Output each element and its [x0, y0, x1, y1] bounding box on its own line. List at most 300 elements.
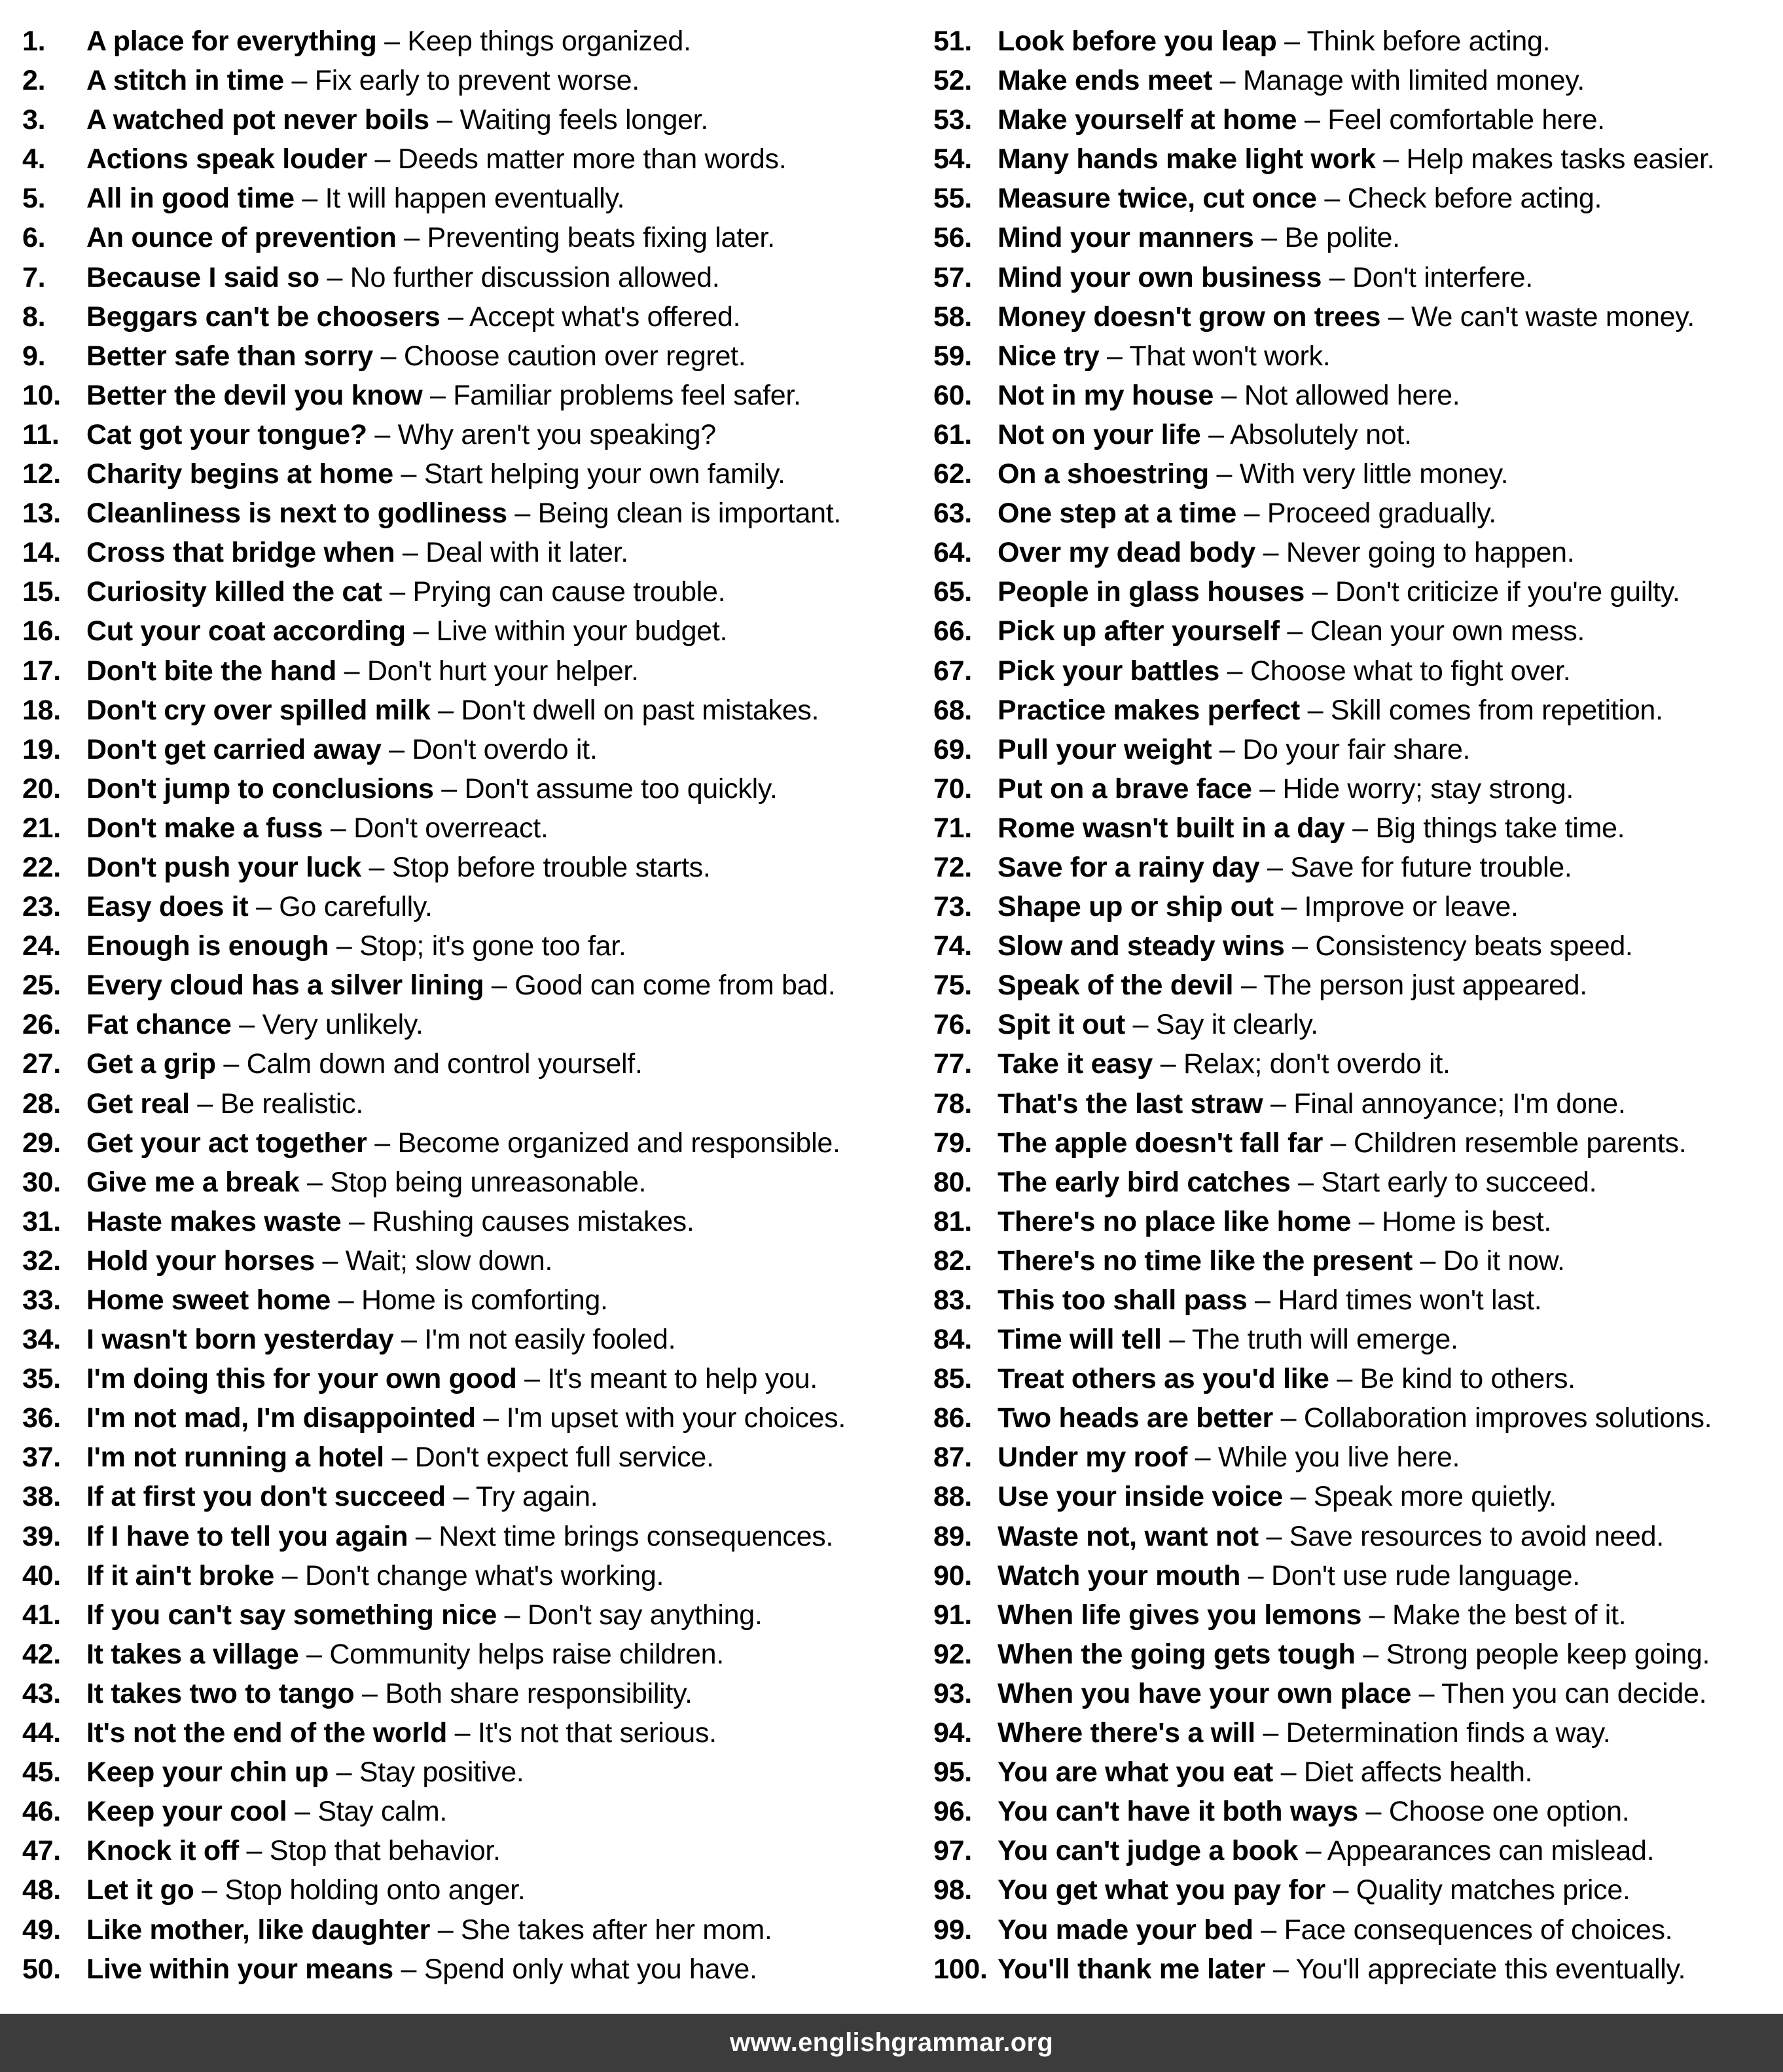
item-meaning: Speak more quietly.: [1313, 1481, 1557, 1513]
item-text: [86, 455, 785, 493]
item-text: [998, 455, 1508, 493]
item-separator: –: [329, 1756, 359, 1789]
list-item: [22, 140, 912, 179]
item-number: 56.: [933, 222, 972, 254]
item-separator: –: [440, 300, 469, 333]
item-phrase: Make yourself at home: [998, 104, 1297, 136]
item-text: [86, 888, 433, 926]
item-meaning: Home is comforting.: [361, 1284, 608, 1316]
item-text: [86, 652, 639, 690]
item-phrase: I'm not running a hotel: [86, 1442, 384, 1474]
item-number: 38.: [22, 1481, 61, 1513]
item-meaning: Keep things organized.: [407, 26, 691, 57]
list-item: [933, 1399, 1778, 1438]
item-separator: –: [287, 1796, 318, 1828]
item-separator: –: [382, 576, 413, 608]
list-item: [22, 1596, 912, 1635]
item-text: [86, 534, 628, 572]
item-meaning: Prying can cause trouble.: [412, 576, 726, 608]
item-number: 21.: [22, 812, 61, 844]
item-meaning: Next time brings consequences.: [439, 1520, 834, 1552]
item-meaning: Help makes tasks easier.: [1406, 143, 1715, 175]
item-number: 71.: [933, 812, 972, 844]
item-meaning: Stay positive.: [359, 1756, 524, 1789]
item-number: 51.: [933, 26, 972, 57]
item-phrase: There's no place like home: [998, 1205, 1352, 1237]
list-item: [22, 731, 912, 770]
item-number: 3.: [22, 104, 46, 136]
item-number: 61.: [933, 418, 972, 450]
item-phrase: Give me a break: [86, 1166, 300, 1198]
item-phrase: The apple doesn't fall far: [998, 1127, 1324, 1159]
item-number: 59.: [933, 340, 972, 372]
item-separator: –: [1380, 300, 1412, 333]
item-separator: –: [1212, 733, 1243, 765]
list-item: [933, 612, 1778, 651]
item-meaning: The person just appeared.: [1263, 970, 1587, 1002]
item-meaning: Proceed gradually.: [1267, 498, 1496, 530]
item-separator: –: [408, 1520, 439, 1552]
item-text: [998, 1124, 1686, 1162]
item-text: [86, 848, 711, 886]
list-item: [22, 1478, 912, 1517]
item-meaning: Relax; don't overdo it.: [1183, 1048, 1450, 1080]
list-item: [22, 809, 912, 848]
item-meaning: Very unlikely.: [262, 1009, 423, 1041]
item-separator: –: [231, 1009, 262, 1041]
item-number: 78.: [933, 1087, 972, 1119]
list-item: [933, 809, 1778, 848]
item-phrase: Enough is enough: [86, 930, 329, 962]
item-phrase: Money doesn't grow on trees: [998, 300, 1381, 333]
item-text: [86, 298, 740, 336]
item-meaning: Check before acting.: [1347, 183, 1602, 215]
list-item: [22, 1714, 912, 1753]
item-text: [998, 612, 1585, 650]
list-item: [22, 376, 912, 416]
list-item: [933, 1557, 1778, 1596]
item-separator: –: [314, 1245, 346, 1277]
item-phrase: If it ain't broke: [86, 1559, 275, 1591]
list-item: [933, 298, 1778, 337]
item-number: 22.: [22, 851, 61, 883]
item-phrase: Don't get carried away: [86, 733, 382, 765]
item-meaning: It will happen eventually.: [325, 183, 625, 215]
item-meaning: Do your fair share.: [1242, 733, 1471, 765]
item-phrase: Save for a rainy day: [998, 851, 1260, 883]
list-item: [22, 1045, 912, 1084]
item-text: [998, 1635, 1710, 1673]
item-separator: –: [298, 1638, 330, 1670]
item-meaning: I'm upset with your choices.: [506, 1402, 846, 1434]
list-item: [933, 22, 1778, 62]
phrase-column-left: [22, 22, 912, 1990]
item-separator: –: [367, 418, 398, 450]
item-text: [86, 1675, 693, 1713]
item-separator: –: [274, 1559, 305, 1591]
item-meaning: Stop; it's gone too far.: [359, 930, 626, 962]
item-meaning: Become organized and responsible.: [397, 1127, 840, 1159]
item-meaning: She takes after her mom.: [460, 1914, 772, 1946]
item-number: 23.: [22, 891, 61, 923]
item-phrase: There's no time like the present: [998, 1245, 1413, 1277]
item-text: [998, 1281, 1541, 1319]
item-meaning: With very little money.: [1239, 458, 1509, 490]
item-number: 64.: [933, 537, 972, 569]
list-item: [22, 1635, 912, 1675]
list-item: [933, 416, 1778, 455]
item-text: [998, 1163, 1596, 1201]
item-text: [998, 534, 1574, 572]
item-phrase: Mind your own business: [998, 261, 1322, 293]
item-number: 69.: [933, 733, 972, 765]
list-item: [933, 1635, 1778, 1675]
item-number: 30.: [22, 1166, 61, 1198]
item-separator: –: [395, 537, 426, 569]
item-number: 42.: [22, 1638, 61, 1670]
item-meaning: Don't assume too quickly.: [464, 772, 778, 805]
list-item: [933, 848, 1778, 888]
item-phrase: All in good time: [86, 183, 295, 215]
list-item: [933, 1478, 1778, 1517]
item-number: 14.: [22, 537, 61, 569]
item-meaning: Both share responsibility.: [385, 1677, 693, 1709]
item-phrase: Haste makes waste: [86, 1205, 342, 1237]
item-phrase: Watch your mouth: [998, 1559, 1241, 1591]
item-separator: –: [430, 694, 461, 726]
item-meaning: Spend only what you have.: [423, 1953, 757, 1985]
item-separator: –: [405, 615, 437, 647]
item-text: [998, 22, 1550, 60]
item-phrase: Waste not, want not: [998, 1520, 1259, 1552]
item-number: 36.: [22, 1402, 61, 1434]
item-phrase: Hold your horses: [86, 1245, 315, 1277]
list-item: [22, 927, 912, 966]
item-number: 9.: [22, 340, 46, 372]
list-item: [933, 1085, 1778, 1124]
item-meaning: Choose what to fight over.: [1250, 655, 1571, 687]
item-separator: –: [446, 1717, 478, 1749]
item-text: [86, 1753, 524, 1791]
list-item: [933, 1281, 1778, 1320]
item-number: 4.: [22, 143, 46, 175]
item-phrase: Take it easy: [998, 1048, 1153, 1080]
list-item: [22, 494, 912, 534]
item-meaning: Don't say anything.: [527, 1599, 763, 1631]
item-meaning: Final annoyance; I'm done.: [1293, 1087, 1626, 1119]
item-text: [998, 494, 1496, 532]
item-number: 33.: [22, 1284, 61, 1316]
item-text: [998, 1518, 1664, 1555]
item-number: 7.: [22, 261, 46, 293]
item-text: [86, 1360, 818, 1398]
item-meaning: Hard times won't last.: [1278, 1284, 1542, 1316]
item-meaning: You'll appreciate this eventually.: [1295, 1953, 1686, 1985]
item-text: [998, 1085, 1625, 1123]
list-item: [22, 1753, 912, 1792]
item-phrase: Easy does it: [86, 891, 249, 923]
item-text: [86, 573, 725, 611]
item-separator: –: [238, 1835, 270, 1867]
item-number: 96.: [933, 1796, 972, 1828]
item-text: [86, 1635, 724, 1673]
list-item: [933, 1124, 1778, 1163]
item-text: [998, 731, 1470, 769]
item-meaning: Improve or leave.: [1304, 891, 1519, 923]
item-separator: –: [1219, 655, 1250, 687]
item-meaning: Why aren't you speaking?: [397, 418, 716, 450]
item-number: 70.: [933, 772, 972, 805]
item-meaning: It's meant to help you.: [547, 1363, 818, 1395]
list-item: [933, 1518, 1778, 1557]
item-separator: –: [1298, 1835, 1327, 1867]
item-meaning: Try again.: [475, 1481, 598, 1513]
list-item: [933, 1675, 1778, 1714]
list-item: [933, 376, 1778, 416]
list-item: [933, 1242, 1778, 1281]
item-meaning: Wait; slow down.: [345, 1245, 552, 1277]
item-text: [998, 1753, 1532, 1791]
item-separator: –: [189, 1087, 221, 1119]
item-phrase: Don't jump to conclusions: [86, 772, 434, 805]
item-separator: –: [1273, 891, 1305, 923]
item-number: 92.: [933, 1638, 972, 1670]
item-text: [998, 337, 1330, 375]
item-phrase: Make ends meet: [998, 65, 1213, 97]
list-item: [22, 455, 912, 494]
item-separator: –: [1299, 694, 1331, 726]
list-item: [22, 1320, 912, 1360]
list-item: [22, 22, 912, 62]
item-meaning: Big things take time.: [1375, 812, 1625, 844]
item-text: [86, 1950, 757, 1988]
item-number: 19.: [22, 733, 61, 765]
item-text: [998, 1006, 1318, 1044]
item-text: [86, 1792, 447, 1830]
item-number: 54.: [933, 143, 972, 175]
item-number: 86.: [933, 1402, 972, 1434]
item-meaning: Being clean is important.: [537, 498, 842, 530]
item-separator: –: [354, 1677, 386, 1709]
item-text: [86, 1163, 646, 1201]
item-number: 53.: [933, 104, 972, 136]
item-separator: –: [1265, 1953, 1296, 1985]
item-number: 16.: [22, 615, 61, 647]
list-item: [22, 1557, 912, 1596]
item-separator: –: [248, 891, 279, 923]
item-text: [998, 652, 1570, 690]
item-separator: –: [372, 340, 404, 372]
item-number: 80.: [933, 1166, 972, 1198]
footer-bar: [0, 2014, 1783, 2072]
item-separator: –: [1187, 1442, 1218, 1474]
item-phrase: A place for everything: [86, 26, 377, 57]
item-separator: –: [1290, 1166, 1322, 1198]
item-meaning: Live within your budget.: [436, 615, 728, 647]
item-number: 74.: [933, 930, 972, 962]
item-number: 26.: [22, 1009, 61, 1041]
item-meaning: Face consequences of choices.: [1284, 1914, 1673, 1946]
item-text: [998, 1320, 1458, 1358]
item-phrase: Measure twice, cut once: [998, 183, 1317, 215]
item-text: [998, 1242, 1565, 1280]
item-number: 98.: [933, 1874, 972, 1906]
item-phrase: Time will tell: [998, 1324, 1162, 1356]
item-meaning: Don't overdo it.: [412, 733, 598, 765]
item-text: [998, 1399, 1712, 1437]
list-item: [22, 179, 912, 219]
item-text: [86, 809, 549, 847]
list-item: [22, 966, 912, 1006]
item-meaning: Rushing causes mistakes.: [372, 1205, 694, 1237]
item-separator: –: [1411, 1677, 1442, 1709]
list-item: [933, 770, 1778, 809]
item-phrase: When the going gets tough: [998, 1638, 1356, 1670]
item-phrase: It takes a village: [86, 1638, 299, 1670]
item-phrase: Let it go: [86, 1874, 194, 1906]
item-number: 50.: [22, 1953, 61, 1985]
item-text: [998, 1911, 1672, 1949]
item-separator: –: [445, 1481, 476, 1513]
item-number: 79.: [933, 1127, 972, 1159]
list-item: [933, 927, 1778, 966]
item-separator: –: [1213, 379, 1244, 411]
item-number: 2.: [22, 65, 46, 97]
list-item: [933, 1950, 1778, 1990]
item-separator: –: [1276, 26, 1307, 57]
item-phrase: Over my dead body: [998, 537, 1255, 569]
list-item: [933, 691, 1778, 731]
item-number: 60.: [933, 379, 972, 411]
item-text: [998, 1203, 1551, 1241]
list-item: [933, 219, 1778, 258]
item-meaning: Fix early to prevent worse.: [314, 65, 639, 97]
item-number: 48.: [22, 1874, 61, 1906]
item-text: [86, 1596, 763, 1634]
item-phrase: Nice try: [998, 340, 1100, 372]
item-text: [998, 298, 1695, 336]
list-item: [933, 62, 1778, 101]
item-phrase: Cat got your tongue?: [86, 418, 367, 450]
item-number: 15.: [22, 576, 61, 608]
item-phrase: Pull your weight: [998, 733, 1212, 765]
item-phrase: A watched pot never boils: [86, 104, 429, 136]
item-number: 20.: [22, 772, 61, 805]
item-meaning: Quality matches price.: [1356, 1874, 1630, 1906]
item-number: 82.: [933, 1245, 972, 1277]
item-meaning: Children resemble parents.: [1353, 1127, 1687, 1159]
item-number: 100.: [933, 1953, 988, 1985]
item-separator: –: [1233, 970, 1264, 1002]
item-meaning: Deeds matter more than words.: [397, 143, 787, 175]
item-separator: –: [1323, 1127, 1354, 1159]
item-separator: –: [1255, 537, 1286, 569]
item-separator: –: [367, 1127, 398, 1159]
item-phrase: Fat chance: [86, 1009, 232, 1041]
item-number: 8.: [22, 300, 46, 333]
item-number: 52.: [933, 65, 972, 97]
item-phrase: One step at a time: [998, 498, 1236, 530]
item-meaning: It's not that serious.: [477, 1717, 717, 1749]
item-separator: –: [331, 1284, 361, 1316]
list-item: [22, 573, 912, 612]
item-separator: –: [299, 1166, 331, 1198]
item-phrase: I'm doing this for your own good: [86, 1363, 517, 1395]
item-phrase: Like mother, like daughter: [86, 1914, 431, 1946]
item-text: [998, 1675, 1706, 1713]
item-number: 43.: [22, 1677, 61, 1709]
list-item: [933, 1871, 1778, 1910]
item-phrase: Home sweet home: [86, 1284, 331, 1316]
item-text: [998, 927, 1633, 965]
item-phrase: People in glass houses: [998, 576, 1305, 608]
item-number: 35.: [22, 1363, 61, 1395]
list-item: [933, 1045, 1778, 1084]
item-text: [86, 1006, 423, 1044]
item-phrase: Keep your chin up: [86, 1756, 329, 1789]
list-item: [22, 337, 912, 376]
item-meaning: The truth will emerge.: [1191, 1324, 1458, 1356]
item-text: [998, 259, 1533, 297]
item-text: [86, 731, 597, 769]
item-phrase: I wasn't born yesterday: [86, 1324, 394, 1356]
list-item: [22, 298, 912, 337]
item-number: 34.: [22, 1324, 61, 1356]
item-phrase: You are what you eat: [998, 1756, 1273, 1789]
item-phrase: If you can't say something nice: [86, 1599, 497, 1631]
item-number: 65.: [933, 576, 972, 608]
item-phrase: Not in my house: [998, 379, 1214, 411]
list-item: [22, 612, 912, 651]
list-item: [22, 1085, 912, 1124]
item-number: 39.: [22, 1520, 61, 1552]
item-phrase: You get what you pay for: [998, 1874, 1325, 1906]
item-meaning: Don't change what's working.: [304, 1559, 664, 1591]
item-text: [86, 22, 691, 60]
item-number: 5.: [22, 183, 46, 215]
list-item: [933, 179, 1778, 219]
item-text: [86, 140, 786, 178]
item-phrase: Cross that bridge when: [86, 537, 395, 569]
item-separator: –: [1322, 261, 1353, 293]
item-meaning: Stop that behavior.: [269, 1835, 501, 1867]
item-separator: –: [1325, 1874, 1356, 1906]
item-meaning: Manage with limited money.: [1242, 65, 1585, 97]
list-item: [22, 1360, 912, 1399]
item-number: 1.: [22, 26, 46, 57]
item-phrase: Keep your cool: [86, 1796, 287, 1828]
item-number: 99.: [933, 1914, 972, 1946]
item-number: 72.: [933, 851, 972, 883]
item-text: [998, 770, 1574, 808]
item-meaning: Not allowed here.: [1244, 379, 1460, 411]
item-text: [998, 573, 1680, 611]
list-item: [933, 494, 1778, 534]
item-separator: –: [1412, 1245, 1443, 1277]
item-text: [86, 494, 841, 532]
item-text: [998, 1438, 1460, 1476]
item-phrase: Get your act together: [86, 1127, 367, 1159]
item-meaning: Never going to happen.: [1286, 537, 1575, 569]
item-separator: –: [393, 458, 424, 490]
item-number: 13.: [22, 498, 61, 530]
item-number: 94.: [933, 1717, 972, 1749]
item-number: 32.: [22, 1245, 61, 1277]
item-number: 44.: [22, 1717, 61, 1749]
item-meaning: Think before acting.: [1306, 26, 1551, 57]
item-text: [86, 966, 835, 1004]
item-number: 40.: [22, 1559, 61, 1591]
